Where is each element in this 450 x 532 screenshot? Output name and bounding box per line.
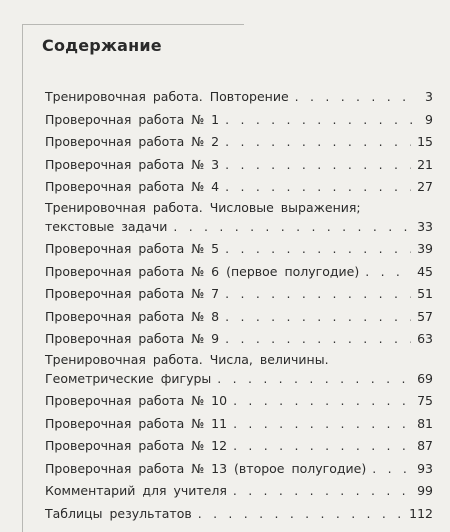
toc-page-number: 45 bbox=[417, 263, 433, 279]
toc-page-number: 87 bbox=[417, 438, 433, 453]
toc-entry bbox=[45, 328, 433, 351]
toc-entry bbox=[45, 176, 433, 199]
toc-entry bbox=[45, 458, 433, 481]
toc-page-number: 81 bbox=[417, 415, 433, 431]
dot-leader bbox=[173, 216, 411, 239]
toc-entry bbox=[45, 503, 433, 526]
left-rule bbox=[22, 24, 23, 532]
toc-page-number: 21 bbox=[417, 156, 433, 172]
toc-entry-title: Проверочная работа № 5 bbox=[45, 241, 220, 256]
toc-page-number: 33 bbox=[417, 218, 433, 234]
dot-leader bbox=[225, 131, 411, 154]
toc-entry-title: Проверочная работа № 8 bbox=[45, 308, 220, 324]
toc-page-number: 63 bbox=[417, 331, 433, 346]
toc-entry-title: Тренировочная работа. Числовые выражения; bbox=[45, 199, 361, 215]
toc-entry-title: Проверочная работа № 1 bbox=[45, 111, 220, 127]
toc-entry-title: Тренировочная работа. Числа, величины. bbox=[45, 351, 329, 367]
toc-entry bbox=[45, 283, 433, 306]
dot-leader bbox=[217, 368, 411, 391]
toc-page-number: 112 bbox=[409, 505, 433, 521]
dot-leader bbox=[372, 458, 411, 481]
dot-leader bbox=[225, 109, 413, 132]
dot-leader bbox=[225, 328, 411, 351]
toc-entry-title: Проверочная работа № 4 bbox=[45, 179, 220, 194]
toc-entry bbox=[45, 390, 433, 413]
toc-entry bbox=[45, 261, 433, 284]
toc-entry-title: Таблицы результатов bbox=[45, 505, 192, 521]
toc-page-number: 57 bbox=[417, 308, 433, 324]
toc-entry bbox=[45, 413, 433, 436]
toc-entry-title: Проверочная работа № 9 bbox=[45, 331, 220, 346]
toc-entry-title: Комментарий для учителя bbox=[45, 483, 227, 498]
toc-entry bbox=[45, 131, 433, 154]
dot-leader bbox=[225, 283, 411, 306]
dot-leader bbox=[365, 261, 411, 284]
table-of-contents bbox=[45, 86, 433, 525]
toc-entry-title: Геометрические фигуры bbox=[45, 370, 212, 386]
dot-leader bbox=[225, 238, 411, 261]
dot-leader bbox=[233, 413, 411, 436]
toc-page-number: 27 bbox=[417, 179, 433, 194]
toc-entry bbox=[45, 199, 433, 239]
toc-entry bbox=[45, 480, 433, 503]
page-title: Содержание bbox=[42, 36, 162, 55]
dot-leader bbox=[233, 435, 411, 458]
toc-entry-title: Проверочная работа № 13 (второе полугодие) bbox=[45, 460, 367, 476]
toc-page-number: 99 bbox=[417, 483, 433, 498]
dot-leader bbox=[295, 86, 413, 109]
toc-page-number: 93 bbox=[417, 460, 433, 476]
toc-entry-title: текстовые задачи bbox=[45, 218, 168, 234]
toc-entry-title: Проверочная работа № 6 (первое полугодие) bbox=[45, 263, 360, 279]
dot-leader bbox=[225, 176, 411, 199]
toc-entry-title: Проверочная работа № 3 bbox=[45, 156, 220, 172]
dot-leader bbox=[225, 154, 411, 177]
toc-page-number: 69 bbox=[417, 370, 433, 386]
dot-leader bbox=[198, 503, 403, 526]
toc-entry bbox=[45, 109, 433, 132]
toc-entry bbox=[45, 86, 433, 109]
toc-entry-title: Проверочная работа № 12 bbox=[45, 438, 228, 453]
toc-entry-title: Проверочная работа № 2 bbox=[45, 134, 220, 149]
toc-entry bbox=[45, 351, 433, 391]
toc-page-number: 75 bbox=[417, 393, 433, 408]
dot-leader bbox=[225, 306, 411, 329]
toc-entry-title: Тренировочная работа. Повторение bbox=[45, 89, 289, 104]
toc-entry bbox=[45, 435, 433, 458]
toc-entry-title: Проверочная работа № 10 bbox=[45, 393, 228, 408]
toc-entry bbox=[45, 154, 433, 177]
dot-leader bbox=[233, 480, 411, 503]
toc-page-number: 3 bbox=[425, 89, 433, 104]
toc-page-number: 39 bbox=[417, 241, 433, 256]
toc-entry bbox=[45, 238, 433, 261]
toc-page-number: 15 bbox=[417, 134, 433, 149]
top-rule bbox=[22, 24, 244, 25]
dot-leader bbox=[233, 390, 411, 413]
toc-entry-title: Проверочная работа № 11 bbox=[45, 415, 228, 431]
toc-entry bbox=[45, 306, 433, 329]
toc-page-number: 9 bbox=[425, 111, 433, 127]
toc-entry-title: Проверочная работа № 7 bbox=[45, 286, 220, 301]
toc-page-number: 51 bbox=[417, 286, 433, 301]
